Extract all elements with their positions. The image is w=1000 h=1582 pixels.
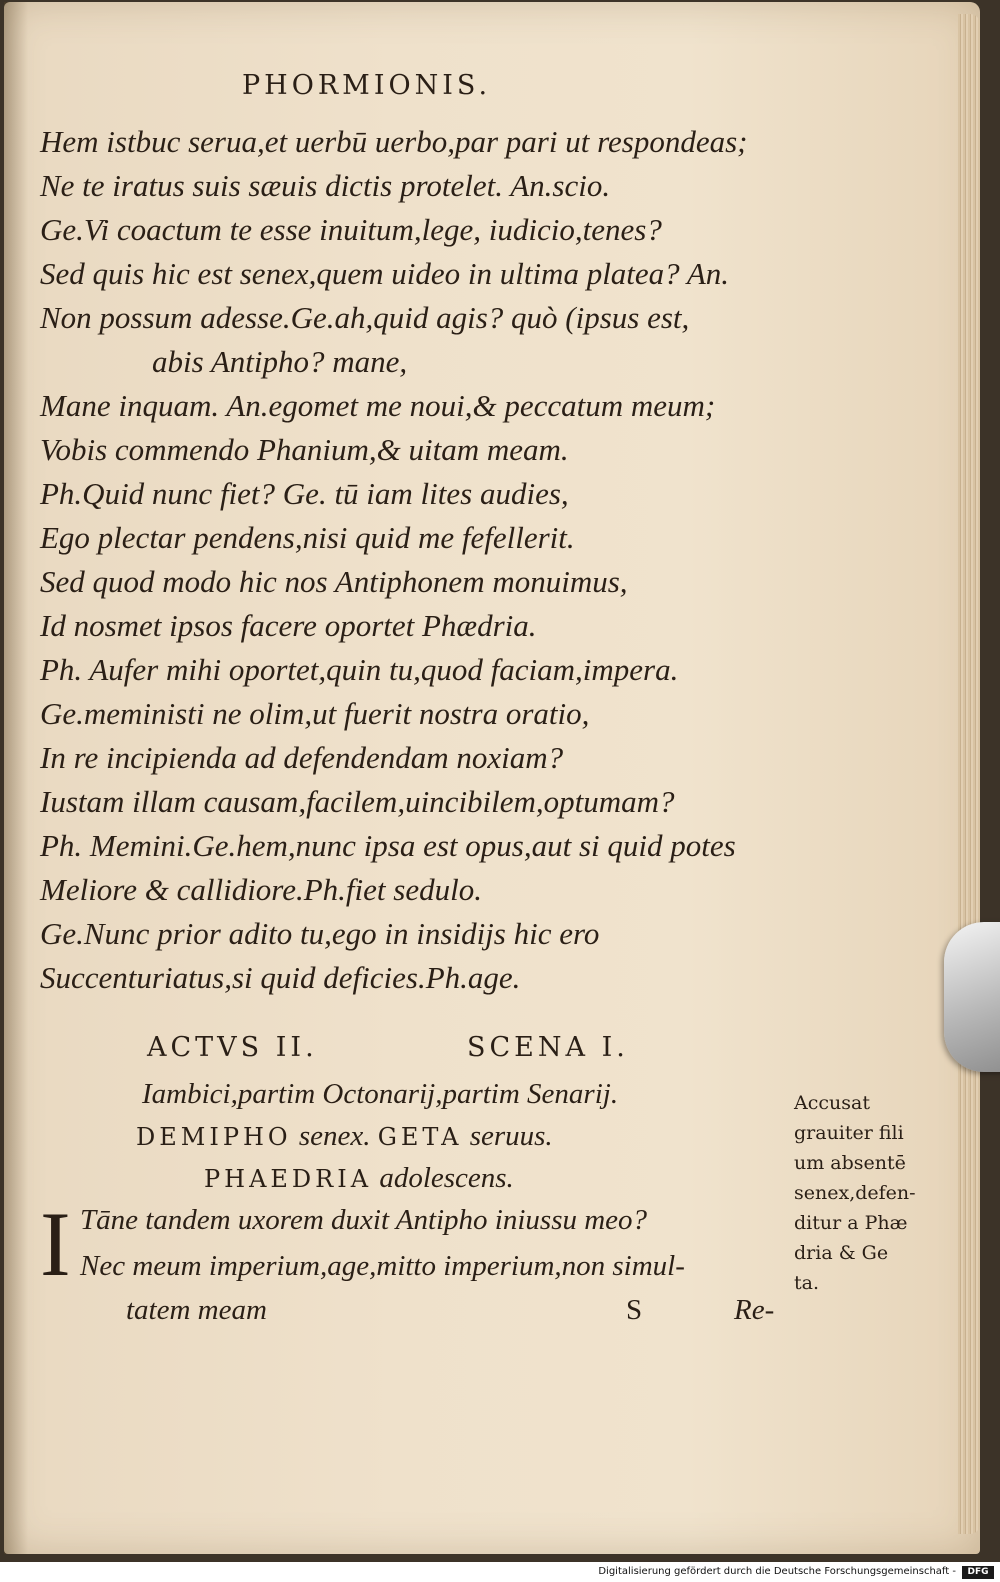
marginal-note [794,1088,954,1298]
verse-line: Ph. Memini.Ge.hem,nunc ipsa est opus,aut si quid potes [40,828,736,863]
signature-mark: S [626,1294,643,1326]
verse-line: Ego plectar pendens,nisi quid me fefellerit. [40,520,575,555]
drop-cap: I [40,1193,71,1295]
marginal-note-line: um absentē [794,1152,906,1174]
verse-line: Sed quis hic est senex,quem uideo in ultima platea? An. [40,256,730,291]
verse-line: Iustam illam causam,facilem,uincibilem,optumam? [40,784,675,819]
verse-line: Hem istbuc serua,et uerbū uerbo,par pari ut respondeas; [40,124,748,159]
book-page [4,2,980,1554]
marginal-note-line: ditur a Phæ [794,1212,908,1234]
verse-line: Meliore & callidiore.Ph.fiet sedulo. [40,872,482,907]
scene-line: Tāne tandem uxorem duxit Antipho iniussu meo? [80,1204,648,1236]
marginal-note-line: Accusat [794,1092,870,1114]
verse-line: Ph. Aufer mihi oportet,quin tu,quod faciam,impera. [40,652,679,687]
gutter-shadow [4,2,28,1554]
verse-line: Succenturiatus,si quid deficies.Ph.age. [40,960,521,995]
verse-line: Ge.meministi ne olim,ut fuerit nostra oratio, [40,696,590,731]
verse-line: Ge.Nunc prior adito tu,ego in insidijs hic ero [40,916,600,951]
verse-line: In re incipienda ad defendendam noxiam? [40,740,564,775]
page-clip [944,922,1000,1072]
scene-line: tatem meam [126,1294,267,1326]
verse-line: Non possum adesse.Ge.ah,quid agis? quò (ipsus est, [40,300,690,335]
act-label: ACTVS II. [147,1032,318,1063]
verse-line: Mane inquam. An.egomet me noui,& peccatum meum; [40,388,716,423]
cast-role-adolescens: adolescens. [379,1162,514,1194]
cast-role-seruus: seruus. [469,1120,553,1152]
verse-line: Vobis commendo Phanium,& uitam meam. [40,432,569,467]
verse-line: Id nosmet ipsos facere oportet Phædria. [40,608,537,643]
cast-name-geta: GETA [377,1123,463,1151]
verse-line: Ge.Vi coactum te esse inuitum,lege, iudicio,tenes? [40,212,662,247]
cast-line-1 [136,1120,553,1153]
cast-name-demipho: DEMIPHO [136,1123,292,1151]
dfg-logo-icon: DFG [962,1566,994,1579]
catchword: Re- [734,1294,775,1326]
scene-line: Nec meum imperium,age,mitto imperium,non simul- [80,1250,685,1282]
marginal-note-line: ta. [794,1272,820,1294]
page-edges [958,14,980,1534]
cast-name-phaedria: PHAEDRIA [204,1165,373,1193]
footer-credit: Digitalisierung gefördert durch die Deutsche Forschungsgemeinschaft - [598,1566,956,1577]
running-head: PHORMIONIS. [242,70,492,101]
cast-role-senex: senex. [298,1120,371,1152]
verse-line: Ne te iratus suis sæuis dictis protelet. An.scio. [40,168,611,203]
marginal-note-line: senex,defen- [794,1182,916,1204]
marginal-note-line: grauiter fili [794,1122,904,1144]
verse-line: Ph.Quid nunc fiet? Ge. tū iam lites audies, [40,476,569,511]
meter-line: Iambici,partim Octonarij,partim Senarij. [142,1078,619,1110]
scene-label: SCENA I. [467,1032,629,1063]
marginal-note-line: dria & Ge [794,1242,889,1264]
cast-line-2 [204,1162,514,1195]
verse-line: abis Antipho? mane, [152,344,408,379]
verse-line: Sed quod modo hic nos Antiphonem monuimus, [40,564,628,599]
